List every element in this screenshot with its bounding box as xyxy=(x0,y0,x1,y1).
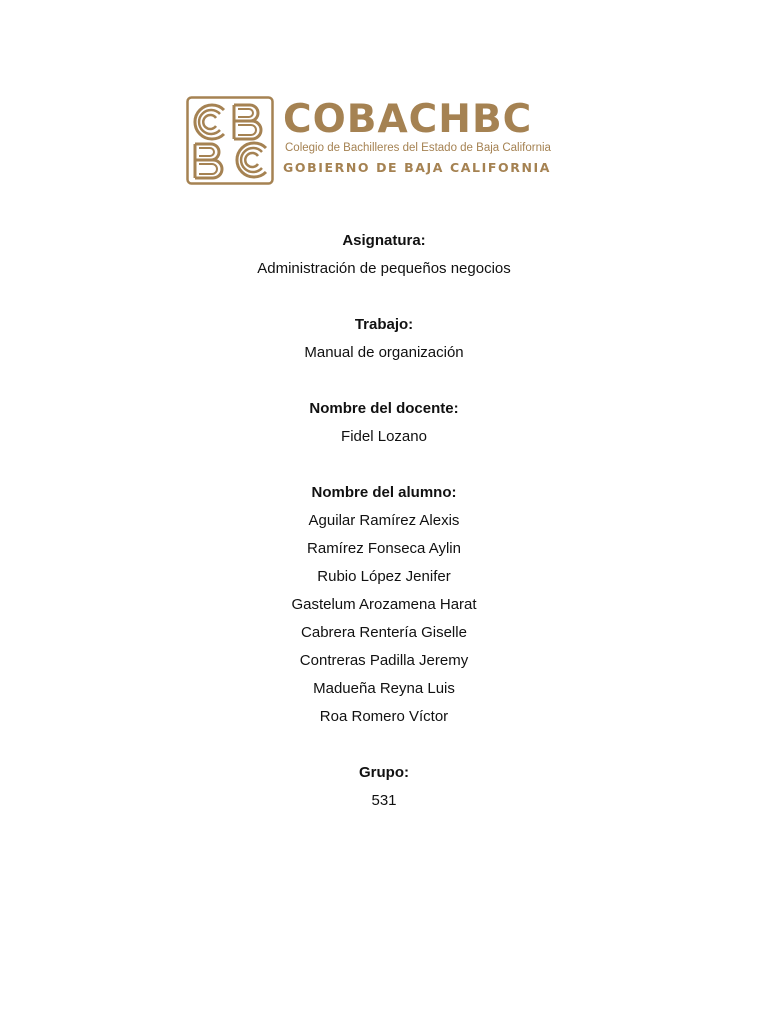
brand-subtitle: Colegio de Bachilleres del Estado de Baja California xyxy=(285,142,551,154)
cobachbc-logo xyxy=(186,96,586,186)
subject-value: Administración de pequeños negocios xyxy=(257,260,511,277)
student-name: Contreras Padilla Jeremy xyxy=(299,652,469,669)
subject-section xyxy=(0,227,768,283)
teacher-value: Fidel Lozano xyxy=(341,428,427,445)
teacher-section xyxy=(0,395,768,451)
work-label: Trabajo: xyxy=(354,316,414,333)
brand-government: GOBIERNO DE BAJA CALIFORNIA xyxy=(283,160,552,175)
group-value: 531 xyxy=(371,792,397,809)
student-name: Gastelum Arozamena Harat xyxy=(291,596,477,613)
logo-text-block xyxy=(283,96,586,186)
brand-name: COBACHBC xyxy=(283,97,533,142)
group-section xyxy=(0,759,768,815)
student-name: Ramírez Fonseca Aylin xyxy=(307,540,461,557)
subject-label: Asignatura: xyxy=(342,232,426,249)
student-name: Cabrera Rentería Giselle xyxy=(301,624,467,641)
cover-content xyxy=(0,227,768,843)
student-name: Aguilar Ramírez Alexis xyxy=(308,512,460,529)
teacher-label: Nombre del docente: xyxy=(309,400,459,417)
cobachbc-emblem-icon xyxy=(186,96,274,185)
students-label: Nombre del alumno: xyxy=(311,484,457,501)
student-name: Rubio López Jenifer xyxy=(317,568,451,585)
work-section xyxy=(0,311,768,367)
student-list xyxy=(0,507,768,731)
student-name: Roa Romero Víctor xyxy=(319,708,449,725)
group-label: Grupo: xyxy=(359,764,409,781)
work-value: Manual de organización xyxy=(304,344,464,361)
students-section xyxy=(0,479,768,731)
student-name: Madueña Reyna Luis xyxy=(313,680,455,697)
